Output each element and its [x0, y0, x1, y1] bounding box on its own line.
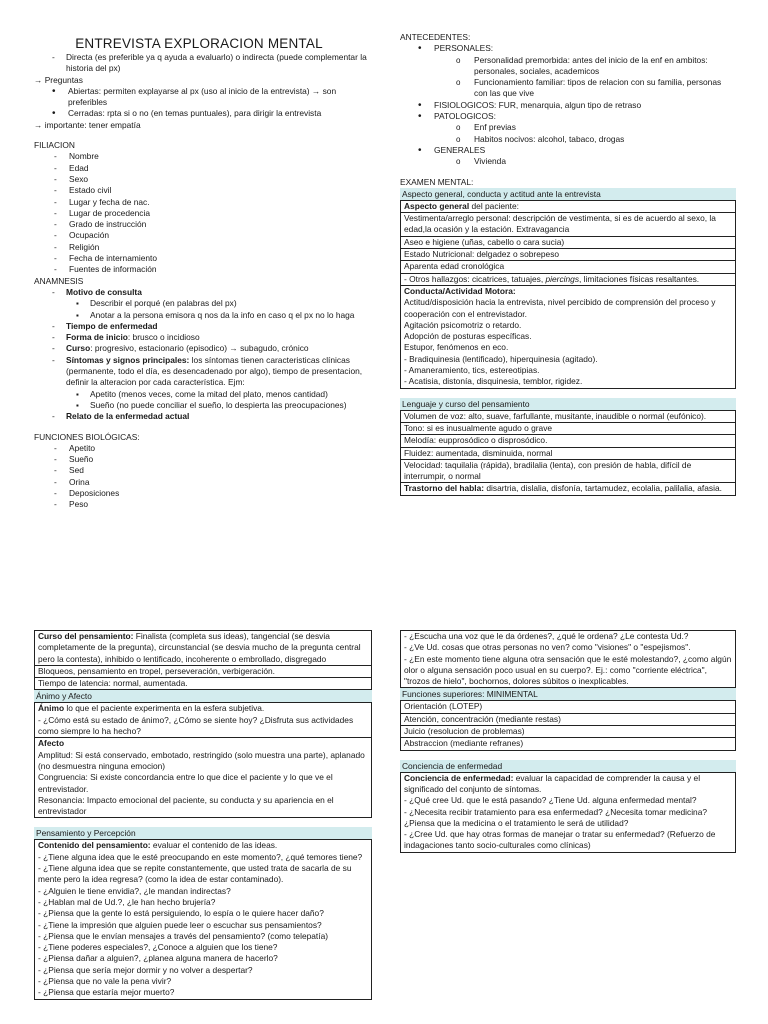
contenido-text: evaluar el contenido de las ideas. — [150, 840, 278, 851]
list-item: - Lugar y fecha de nac. — [34, 197, 372, 208]
tiempo-label: Tiempo de enfermedad — [66, 320, 158, 331]
left-column — [34, 36, 372, 511]
curso-pens-text: Finalista (completa sus ideas), tangencial (se desvia completamente de la pregunta), circunstancial (se desvia mucho de la pregunta central pero la contesta), inhibido o lentificado, incoherente o embrollado, disgregado — [38, 631, 361, 664]
text-line: Congruencia: Si existe concordancia entre lo que dice el paciente y lo que ve el entrevistador. — [38, 772, 333, 794]
right-column — [400, 32, 736, 496]
list-item: o Habitos nocivos: alcohol, tabaco, drogas — [400, 134, 736, 145]
list-item: ▪ Anotar a la persona emisora q nos da la info en caso q el px no lo haga — [34, 310, 372, 321]
table-cell: Orientación (LOTEP) — [401, 701, 736, 713]
list-item: - Lugar de procedencia — [34, 208, 372, 219]
text-line: - ¿Piensa que la gente lo está persiguiendo, lo espía o le quiere hacer daño? — [38, 908, 324, 919]
generales-item: • GENERALES — [400, 145, 736, 156]
voces-cell — [401, 631, 736, 688]
table-cell: Juicio (resolucion de problemas) — [401, 726, 736, 738]
lenguaje-section-header: Lenguaje y curso del pensamiento — [400, 398, 736, 410]
list-item: - Nombre — [34, 151, 372, 162]
list-item: - Estado civil — [34, 185, 372, 196]
contenido-cell — [35, 840, 372, 999]
text-line: - Amaneramiento, tics, estereotipias. — [404, 365, 540, 376]
list-item: - Edad — [34, 163, 372, 174]
table-cell: Aseo e higiene (uñas, cabello o cara sucia) — [401, 236, 736, 248]
list-item: - Peso — [34, 499, 372, 510]
contenido-table — [34, 839, 372, 999]
text-line: - ¿Piensa que le envían mensajes a través del pensamiento? (como telepatía) — [38, 930, 329, 941]
forma-text: : brusco o incidioso — [127, 332, 200, 343]
curso-cell — [35, 631, 372, 666]
curso-item — [34, 343, 372, 354]
text-line: - ¿Hablan mal de Ud.?, ¿le han hecho brujería? — [38, 896, 216, 907]
voces-table — [400, 630, 736, 688]
bottom-right-block — [400, 630, 736, 853]
trastorno-cell — [401, 483, 736, 495]
list-item: - Sueño — [34, 454, 372, 465]
list-item: - Grado de instrucción — [34, 219, 372, 230]
text-line: - ¿Escucha una voz que le da órdenes?, ¿qué le ordena? ¿Le contesta Ud.? — [404, 631, 689, 641]
list-item: - Orina — [34, 477, 372, 488]
list-item: - Apetito — [34, 443, 372, 454]
funciones-superiores-header: Funciones superiores: MINIMENTAL — [400, 688, 736, 700]
text-line: - ¿Tiene poderes especiales?, ¿Conoce a alguien que los tiene? — [38, 942, 278, 953]
conciencia-cell — [401, 772, 736, 852]
curso-table — [34, 630, 372, 690]
motivo-label: Motivo de consulta — [66, 286, 142, 297]
table-cell: Atención, concentración (mediante restas) — [401, 713, 736, 725]
table-cell: Tiempo de latencia: normal, aumentada. — [35, 678, 372, 690]
animo-table — [34, 702, 372, 818]
conducta-cell — [401, 285, 736, 388]
list-item: - Sexo — [34, 174, 372, 185]
filiacion-list — [34, 151, 372, 275]
animo-cell — [35, 703, 372, 738]
funciones-superiores-table — [400, 700, 736, 750]
aspecto-section-header: Aspecto general, conducta y actitud ante la entrevista — [400, 188, 736, 200]
text-line: Agitación psicomotriz o retardo. — [404, 319, 522, 330]
conciencia-table — [400, 772, 736, 853]
list-item: ▪ Describir el porqué (en palabras del px) — [34, 298, 372, 309]
text-line: - ¿Piensa que sería mejor dormir y no volver a despertar? — [38, 964, 253, 975]
otros-post: , limitaciones físicas resaltantes. — [579, 273, 700, 284]
afecto-cell — [35, 738, 372, 818]
list-item: o Vivienda — [400, 156, 736, 167]
aspecto-table — [400, 200, 736, 389]
text-line: - ¿Tiene alguna idea que le esté preocupando en este momento?, ¿qué temores tiene? — [38, 851, 363, 862]
list-item: ▪ Sueño (no puede conciliar el sueño, lo despierta las preocupaciones) — [34, 400, 372, 411]
bottom-left-block — [34, 630, 372, 1000]
aspecto-label-rest: del paciente: — [469, 200, 519, 211]
trastorno-text: disartria, dislalia, disfonía, tartamudez, ecolalia, palilalia, afasia. — [484, 483, 722, 494]
page-title: ENTREVISTA EXPLORACION MENTAL — [75, 36, 323, 51]
table-cell: Aparenta edad cronológica — [401, 261, 736, 273]
table-cell: Fluidez: aumentada, disminuida, normal — [401, 447, 736, 459]
text-line: - ¿Cómo está su estado de ánimo?, ¿Cómo se siente hoy? ¿Disfruta sus actividades como siempre lo ha hecho? — [38, 714, 354, 737]
table-cell: Estado Nutricional: delgadez o sobrepeso — [401, 249, 736, 261]
text-line: - ¿Tiene alguna idea que se repite constantemente, que usted trata de sacarla de su mente pero la idea regresa? (como la idea de estar contaminado). — [38, 863, 352, 885]
table-cell: Vestimenta/arreglo personal: descripción de vestimenta, si es de acuerdo al sexo, la edad,la ocasión y la estación. Extravagancia — [401, 213, 736, 237]
text-line: Estupor, fenómenos en eco. — [404, 342, 509, 353]
list-item: o Personalidad premorbida: antes del inicio de la enf en ambitos: personales, sociales, academicos — [400, 55, 736, 78]
filiacion-heading: FILIACION — [34, 140, 75, 151]
text-line: - ¿Cree Ud. que hay otras formas de manejar o tratar su enfermedad? (Refuerzo de indagaciones tanto socio-culturales como clínicas) — [404, 829, 716, 851]
conciencia-label: Conciencia de enfermedad: — [404, 772, 514, 783]
curso-pens-label: Curso del pensamiento: — [38, 631, 134, 641]
pensamiento-section-header: Pensamiento y Percepción — [34, 827, 372, 839]
text-line: - Acatisia, distonía, disquinesia, temblor, rigidez. — [404, 376, 583, 387]
contenido-label: Contenido del pensamiento: — [38, 840, 151, 851]
text-line: - ¿En este momento tiene alguna otra sensación que le esté molestando?, ¿como algún olor o alguna sensación poco usual en su cuerpo?. Ej.: como "corriente eléctrica", "trozos de hielo", bochornos, dolores súbitos o inexplicables. — [404, 653, 732, 687]
trastorno-label: Trastorno del habla: — [404, 483, 485, 494]
list-item: ▪ Apetito (menos veces, come la mitad del plato, menos cantidad) — [34, 389, 372, 400]
list-item: - Fecha de internamiento — [34, 253, 372, 264]
table-cell: Bloqueos, pensamiento en tropel, perseveración, verbigeración. — [35, 665, 372, 677]
relato-label: Relato de la enfermedad actual — [66, 411, 190, 422]
text-line: Actitud/disposición hacia la entrevista, nivel percibido de comprensión del proceso y cooperación con el entrevistador. — [404, 297, 716, 319]
table-cell: Tono: si es inusualmente agudo o grave — [401, 422, 736, 434]
conciencia-text: evaluar la capacidad de comprender la causa y el significado del conjunto de síntomas. — [404, 772, 701, 794]
animo-section-header: Ánimo y Afecto — [34, 690, 372, 702]
tiempo-item — [34, 321, 372, 332]
text-line: - ¿Piensa que estaría mejor muerto? — [38, 987, 175, 998]
text-line: - ¿Alguien le tiene envidia?, ¿le mandan indirectas? — [38, 885, 231, 896]
cerradas-item: • Cerradas: rpta si o no (en temas puntuales), para dirigir la entrevista — [34, 108, 372, 119]
fisiologicos-item: • FISIOLOGICOS: FUR, menarquia, algun tipo de retraso — [400, 100, 736, 111]
text-line: Adopción de posturas específicas. — [404, 331, 532, 342]
table-cell: Velocidad: taquilalia (rápida), bradilalia (lenta), con presión de habla, difícil de interrumpir, o normal — [401, 459, 736, 483]
otros-pre: - Otros hallazgos: cicatrices, tatuajes, — [404, 273, 546, 284]
examen-heading: EXAMEN MENTAL: — [400, 176, 474, 187]
funciones-list — [34, 443, 372, 511]
text-line: - Bradiquinesia (lentificado), hiperquinesia (agitado). — [404, 353, 598, 364]
conducta-label: Conducta/Actividad Motora: — [404, 285, 516, 296]
otros-em: piercings — [545, 273, 580, 284]
curso-label: Curso — [66, 343, 91, 354]
forma-label: Forma de inicio — [66, 332, 128, 343]
list-item: - Sed — [34, 465, 372, 476]
text-line: - ¿Tiene la impresión que alguien puede leer o escuchar sus pensamientos? — [38, 919, 322, 930]
motivo-item — [34, 287, 372, 298]
abiertas-item: • Abiertas: permiten explayarse al px (uso al inicio de la entrevista) → son preferibles — [34, 86, 372, 109]
sintomas-text: los síntomas tienen caracteristicas clínicas (permanente, todo el día, es desencadenado por algo), tiempo de presentacion, definir la alteracion por cada característica. Ejm: — [66, 354, 363, 388]
text-line: - ¿Necesita recibir tratamiento para esa enfermedad? ¿Necesita tomar medicina? ¿Piensa que la medicina o el tratamiento le será de utilidad? — [404, 806, 708, 828]
text-line: - ¿Piensa dañar a alguien?, ¿planea alguna manera de hacerlo? — [38, 953, 278, 964]
afecto-label: Afecto — [38, 738, 65, 749]
patologicos-item: • PATOLOGICOS: — [400, 111, 736, 122]
sintomas-label: Síntomas y signos principales: — [66, 354, 190, 365]
conciencia-section-header: Conciencia de enfermedad — [400, 760, 736, 772]
list-item: o Enf previas — [400, 122, 736, 133]
directa-item: - Directa (es preferible ya q ayuda a evaluarlo) o indirecta (puede complementar la historia del px) — [34, 52, 372, 75]
text-line: - ¿Piensa que no vale la pena vivir? — [38, 976, 172, 987]
text-line: - ¿Ve Ud. cosas que otras personas no ven? como "visiones" o "espejismos". — [404, 642, 691, 653]
text-line: Resonancia: Impacto emocional del paciente, su conducta y su apariencia en el entrevistador — [38, 794, 334, 817]
table-cell: Abstraccion (mediante refranes) — [401, 738, 736, 750]
list-item: o Funcionamiento familiar: tipos de relacion con su familia, personas con las que vive — [400, 77, 736, 100]
list-item: - Religión — [34, 242, 372, 253]
sintomas-item — [34, 355, 372, 389]
animo-label: Ánimo — [38, 703, 65, 714]
list-item: - Deposiciones — [34, 488, 372, 499]
otros-cell — [401, 273, 736, 285]
table-cell: Melodía: eupprosódico o disprosódico. — [401, 435, 736, 447]
text-line: Amplitud: Si está conservado, embotado, restringido (solo muestra una parte), aplanado (no desmuestra ninguna emocion) — [38, 749, 365, 771]
personales-item: • PERSONALES: — [400, 43, 736, 54]
antecedentes-heading: ANTECEDENTES: — [400, 32, 471, 42]
curso-text: : progresivo, estacionario (episodico) → subagudo, crónico — [90, 343, 309, 354]
anamnesis-heading: ANAMNESIS — [34, 275, 84, 286]
aspecto-label: Aspecto general — [404, 200, 470, 211]
importante-note: → importante: tener empatía — [34, 119, 141, 130]
text-line: - ¿Qué cree Ud. que le está pasando? ¿Tiene Ud. alguna enfermedad mental? — [404, 795, 697, 806]
list-item: - Fuentes de información — [34, 264, 372, 275]
preguntas-label: → Preguntas — [34, 74, 83, 85]
forma-item — [34, 332, 372, 343]
list-item: - Ocupación — [34, 230, 372, 241]
funciones-heading: FUNCIONES BIOLÓGICAS: — [34, 431, 140, 442]
relato-item — [34, 411, 372, 422]
table-cell: Volumen de voz: alto, suave, farfullante, musitante, inaudible o normal (eufónico). — [401, 410, 736, 422]
aspecto-label-cell — [401, 200, 736, 212]
lenguaje-table — [400, 410, 736, 496]
animo-text: lo que el paciente experimenta en la esfera subjetiva. — [64, 703, 265, 714]
